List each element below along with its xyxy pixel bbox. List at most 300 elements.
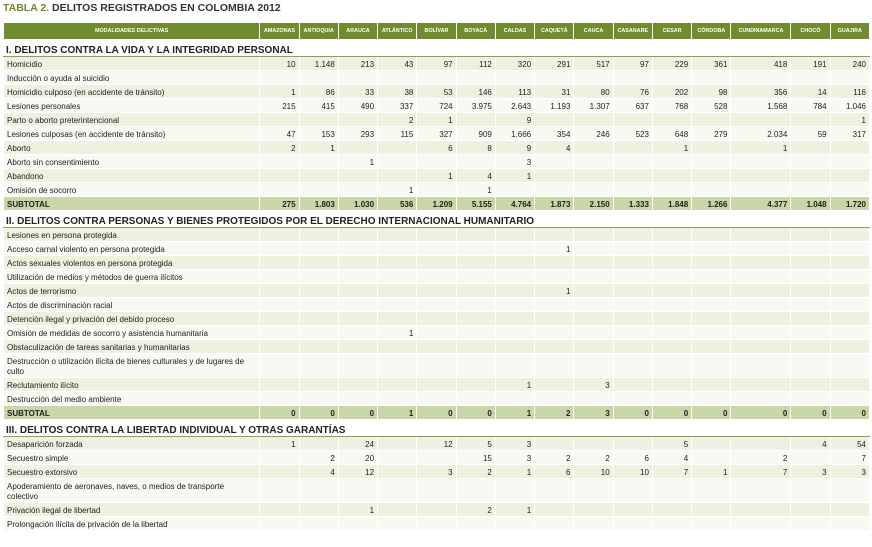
cell-value xyxy=(378,256,417,270)
cell-value xyxy=(731,71,791,85)
cell-value xyxy=(692,503,731,517)
cell-value xyxy=(535,312,574,326)
cell-value xyxy=(299,378,338,392)
cell-value xyxy=(378,284,417,298)
cell-value xyxy=(417,312,456,326)
cell-value xyxy=(378,71,417,85)
cell-value xyxy=(791,378,830,392)
cell-value xyxy=(260,155,299,169)
column-header-modalidades: MODALIDADES DELICTIVAS xyxy=(4,23,260,40)
cell-value xyxy=(830,354,869,378)
section-title: II. DELITOS CONTRA PERSONAS Y BIENES PROTEGIDOS POR EL DERECHO INTERNACIONAL HUMANITARIO xyxy=(4,211,870,228)
cell-value: 31 xyxy=(535,85,574,99)
cell-value xyxy=(791,71,830,85)
table-row xyxy=(4,340,870,354)
cell-value xyxy=(378,298,417,312)
cell-value: 112 xyxy=(456,57,495,71)
cell-value: 1.307 xyxy=(574,99,613,113)
subtotal-value: 1.030 xyxy=(338,197,377,211)
cell-value xyxy=(652,284,691,298)
cell-value xyxy=(574,479,613,503)
cell-value: 4 xyxy=(652,451,691,465)
cell-value xyxy=(495,228,534,242)
cell-value xyxy=(260,113,299,127)
cell-value xyxy=(417,284,456,298)
cell-value: 1 xyxy=(417,169,456,183)
table-row xyxy=(4,284,870,298)
cell-value xyxy=(830,270,869,284)
cell-value: 354 xyxy=(535,127,574,141)
cell-value xyxy=(731,242,791,256)
cell-value xyxy=(260,451,299,465)
cell-value: 5 xyxy=(456,437,495,451)
cell-value: 490 xyxy=(338,99,377,113)
subtotal-value: 0 xyxy=(731,406,791,420)
cell-value xyxy=(535,437,574,451)
cell-value xyxy=(574,326,613,340)
cell-value xyxy=(692,155,731,169)
cell-value xyxy=(692,256,731,270)
cell-value xyxy=(378,242,417,256)
cell-value xyxy=(299,270,338,284)
cell-value xyxy=(574,71,613,85)
subtotal-value: 536 xyxy=(378,197,417,211)
table-row xyxy=(4,155,870,169)
cell-value xyxy=(652,228,691,242)
cell-value xyxy=(791,354,830,378)
table-row xyxy=(4,312,870,326)
cell-value: 320 xyxy=(495,57,534,71)
cell-value: 2 xyxy=(535,451,574,465)
cell-value xyxy=(299,298,338,312)
cell-value: 76 xyxy=(613,85,652,99)
table-row xyxy=(4,479,870,503)
cell-value xyxy=(791,451,830,465)
cell-value xyxy=(791,169,830,183)
cell-value: 1.046 xyxy=(830,99,869,113)
cell-value xyxy=(378,479,417,503)
row-label: Destrucción del medio ambiente xyxy=(4,392,260,406)
column-header-cundinamarca: CUNDINAMARCA xyxy=(731,23,791,40)
cell-value xyxy=(456,378,495,392)
cell-value xyxy=(378,437,417,451)
cell-value: 418 xyxy=(731,57,791,71)
table-row xyxy=(4,326,870,340)
cell-value xyxy=(260,256,299,270)
cell-value: 1.568 xyxy=(731,99,791,113)
cell-value: 1 xyxy=(495,169,534,183)
column-header-amazonas: AMAZONAS xyxy=(260,23,299,40)
cell-value: 9 xyxy=(495,113,534,127)
row-label: Abandono xyxy=(4,169,260,183)
cell-value xyxy=(535,270,574,284)
table-row xyxy=(4,256,870,270)
cell-value xyxy=(652,270,691,284)
column-header-córdoba: CÓRDOBA xyxy=(692,23,731,40)
cell-value: 361 xyxy=(692,57,731,71)
row-label: Homicidio culposo (en accidente de tránsito) xyxy=(4,85,260,99)
cell-value: 3 xyxy=(791,465,830,479)
cell-value xyxy=(613,326,652,340)
cell-value xyxy=(378,517,417,531)
cell-value: 1 xyxy=(338,503,377,517)
cell-value xyxy=(338,479,377,503)
cell-value xyxy=(692,437,731,451)
cell-value xyxy=(299,326,338,340)
row-label: Secuestro simple xyxy=(4,451,260,465)
cell-value: 213 xyxy=(338,57,377,71)
cell-value xyxy=(652,298,691,312)
row-label: Lesiones culposas (en accidente de tránsito) xyxy=(4,127,260,141)
cell-value xyxy=(692,354,731,378)
cell-value xyxy=(692,451,731,465)
cell-value xyxy=(456,312,495,326)
cell-value xyxy=(378,340,417,354)
cell-value xyxy=(417,256,456,270)
section-header xyxy=(4,211,870,228)
cell-value xyxy=(791,228,830,242)
cell-value: 4 xyxy=(535,141,574,155)
row-label: Parto o aborto preterintencional xyxy=(4,113,260,127)
cell-value xyxy=(574,354,613,378)
cell-value xyxy=(830,284,869,298)
cell-value: 113 xyxy=(495,85,534,99)
cell-value: 293 xyxy=(338,127,377,141)
cell-value xyxy=(574,228,613,242)
cell-value xyxy=(791,113,830,127)
cell-value xyxy=(692,378,731,392)
cell-value xyxy=(299,517,338,531)
cell-value xyxy=(613,183,652,197)
cell-value xyxy=(260,242,299,256)
cell-value: 10 xyxy=(613,465,652,479)
cell-value xyxy=(574,242,613,256)
cell-value: 97 xyxy=(613,57,652,71)
subtotal-value: 0 xyxy=(791,406,830,420)
cell-value xyxy=(830,326,869,340)
cell-value xyxy=(791,312,830,326)
cell-value xyxy=(535,298,574,312)
cell-value xyxy=(574,155,613,169)
cell-value xyxy=(574,437,613,451)
cell-value xyxy=(338,378,377,392)
cell-value xyxy=(574,113,613,127)
table-body xyxy=(4,40,870,531)
cell-value: 1 xyxy=(535,284,574,298)
cell-value xyxy=(338,270,377,284)
section-title: I. DELITOS CONTRA LA VIDA Y LA INTEGRIDAD PERSONAL xyxy=(4,40,870,57)
subtotal-value: 0 xyxy=(830,406,869,420)
table-row xyxy=(4,270,870,284)
cell-value: 229 xyxy=(652,57,691,71)
cell-value: 1.193 xyxy=(535,99,574,113)
cell-value xyxy=(456,256,495,270)
cell-value: 1.666 xyxy=(495,127,534,141)
cell-value xyxy=(613,340,652,354)
section-header xyxy=(4,40,870,57)
cell-value xyxy=(731,517,791,531)
column-header-boyacá: BOYACÁ xyxy=(456,23,495,40)
row-label: Inducción o ayuda al suicidio xyxy=(4,71,260,85)
cell-value xyxy=(417,378,456,392)
cell-value: 115 xyxy=(378,127,417,141)
subtotal-value: 1.048 xyxy=(791,197,830,211)
column-header-caldas: CALDAS xyxy=(495,23,534,40)
cell-value: 202 xyxy=(652,85,691,99)
cell-value xyxy=(791,270,830,284)
cell-value xyxy=(652,183,691,197)
cell-value xyxy=(338,113,377,127)
cell-value: 523 xyxy=(613,127,652,141)
cell-value xyxy=(613,71,652,85)
cell-value: 153 xyxy=(299,127,338,141)
cell-value xyxy=(535,155,574,169)
row-label: Actos sexuales violentos en persona protegida xyxy=(4,256,260,270)
cell-value xyxy=(260,284,299,298)
cell-value xyxy=(338,354,377,378)
cell-value xyxy=(299,183,338,197)
cell-value xyxy=(731,228,791,242)
cell-value xyxy=(378,465,417,479)
header-row xyxy=(4,23,870,40)
cell-value xyxy=(613,517,652,531)
cell-value: 1 xyxy=(456,183,495,197)
cell-value xyxy=(338,242,377,256)
cell-value: 1.148 xyxy=(299,57,338,71)
cell-value xyxy=(830,256,869,270)
cell-value xyxy=(652,242,691,256)
cell-value xyxy=(299,242,338,256)
cell-value: 10 xyxy=(574,465,613,479)
cell-value xyxy=(652,113,691,127)
row-label: Aborto xyxy=(4,141,260,155)
table-row xyxy=(4,242,870,256)
cell-value xyxy=(652,256,691,270)
cell-value xyxy=(613,298,652,312)
cell-value: 3 xyxy=(495,437,534,451)
cell-value xyxy=(495,183,534,197)
cell-value: 215 xyxy=(260,99,299,113)
cell-value xyxy=(791,503,830,517)
row-label: Secuestro extorsivo xyxy=(4,465,260,479)
cell-value xyxy=(574,270,613,284)
cell-value xyxy=(692,270,731,284)
cell-value: 53 xyxy=(417,85,456,99)
cell-value: 10 xyxy=(260,57,299,71)
cell-value: 768 xyxy=(652,99,691,113)
cell-value xyxy=(299,169,338,183)
cell-value xyxy=(417,503,456,517)
cell-value xyxy=(378,141,417,155)
cell-value xyxy=(574,284,613,298)
cell-value xyxy=(830,392,869,406)
cell-value: 3 xyxy=(830,465,869,479)
cell-value xyxy=(652,326,691,340)
cell-value xyxy=(299,312,338,326)
cell-value xyxy=(260,298,299,312)
cell-value xyxy=(378,378,417,392)
cell-value: 3 xyxy=(495,451,534,465)
cell-value xyxy=(338,392,377,406)
table-row xyxy=(4,71,870,85)
column-header-arauca: ARAUCA xyxy=(338,23,377,40)
cell-value xyxy=(574,340,613,354)
cell-value xyxy=(338,298,377,312)
cell-value xyxy=(495,312,534,326)
cell-value xyxy=(652,71,691,85)
cell-value xyxy=(613,503,652,517)
subtotal-value: 4.764 xyxy=(495,197,534,211)
cell-value xyxy=(299,340,338,354)
cell-value xyxy=(495,340,534,354)
cell-value: 1 xyxy=(260,85,299,99)
cell-value xyxy=(574,256,613,270)
cell-value xyxy=(652,392,691,406)
cell-value xyxy=(692,312,731,326)
cell-value xyxy=(495,71,534,85)
cell-value xyxy=(791,284,830,298)
table-row xyxy=(4,392,870,406)
cell-value: 7 xyxy=(652,465,691,479)
subtotal-value: 0 xyxy=(338,406,377,420)
cell-value: 2.643 xyxy=(495,99,534,113)
row-label: Lesiones personales xyxy=(4,99,260,113)
table-caption: DELITOS REGISTRADOS EN COLOMBIA 2012 xyxy=(52,2,281,14)
cell-value xyxy=(692,326,731,340)
column-header-bolívar: BOLÍVAR xyxy=(417,23,456,40)
cell-value xyxy=(830,312,869,326)
table-row xyxy=(4,57,870,71)
cell-value xyxy=(692,228,731,242)
column-header-chocó: CHOCÓ xyxy=(791,23,830,40)
cell-value xyxy=(731,479,791,503)
row-label: Utilización de medios y métodos de guerra ilícitos xyxy=(4,270,260,284)
cell-value: 240 xyxy=(830,57,869,71)
subtotal-value: 0 xyxy=(652,406,691,420)
cell-value: 2.034 xyxy=(731,127,791,141)
cell-value xyxy=(830,169,869,183)
cell-value xyxy=(299,256,338,270)
cell-value xyxy=(574,141,613,155)
cell-value xyxy=(830,228,869,242)
cell-value xyxy=(260,326,299,340)
cell-value xyxy=(791,479,830,503)
cell-value xyxy=(535,378,574,392)
cell-value xyxy=(260,378,299,392)
cell-value xyxy=(299,284,338,298)
cell-value: 43 xyxy=(378,57,417,71)
cell-value xyxy=(830,298,869,312)
cell-value xyxy=(299,479,338,503)
cell-value xyxy=(613,284,652,298)
row-label: Aborto sin consentimiento xyxy=(4,155,260,169)
cell-value: 415 xyxy=(299,99,338,113)
cell-value xyxy=(495,392,534,406)
cell-value xyxy=(574,392,613,406)
cell-value xyxy=(692,71,731,85)
section-header xyxy=(4,420,870,437)
cell-value xyxy=(417,392,456,406)
cell-value: 20 xyxy=(338,451,377,465)
subtotal-value: 0 xyxy=(260,406,299,420)
cell-value xyxy=(495,242,534,256)
cell-value xyxy=(652,312,691,326)
cell-value xyxy=(731,312,791,326)
column-header-atlántico: ATLÁNTICO xyxy=(378,23,417,40)
cell-value xyxy=(260,465,299,479)
cell-value xyxy=(299,113,338,127)
cell-value xyxy=(378,451,417,465)
cell-value: 6 xyxy=(417,141,456,155)
cell-value: 4 xyxy=(456,169,495,183)
cell-value: 528 xyxy=(692,99,731,113)
cell-value xyxy=(731,340,791,354)
cell-value xyxy=(338,312,377,326)
cell-value xyxy=(260,183,299,197)
subtotal-value: 0 xyxy=(417,406,456,420)
cell-value xyxy=(417,298,456,312)
cell-value: 3.975 xyxy=(456,99,495,113)
cell-value xyxy=(417,354,456,378)
cell-value xyxy=(456,340,495,354)
subtotal-value: 2 xyxy=(535,406,574,420)
cell-value: 33 xyxy=(338,85,377,99)
subtotal-value: 275 xyxy=(260,197,299,211)
table-row xyxy=(4,465,870,479)
cell-value: 9 xyxy=(495,141,534,155)
table-row xyxy=(4,354,870,378)
cell-value xyxy=(652,354,691,378)
cell-value xyxy=(574,312,613,326)
cell-value xyxy=(495,326,534,340)
subtotal-value: 1 xyxy=(378,406,417,420)
row-label: Omisión de medidas de socorro y asistencia humanitaria xyxy=(4,326,260,340)
cell-value xyxy=(731,503,791,517)
cell-value xyxy=(260,270,299,284)
cell-value xyxy=(378,392,417,406)
cell-value: 146 xyxy=(456,85,495,99)
cell-value xyxy=(652,340,691,354)
table-row xyxy=(4,228,870,242)
cell-value: 1 xyxy=(338,155,377,169)
cell-value xyxy=(791,242,830,256)
table-row xyxy=(4,503,870,517)
cell-value xyxy=(791,155,830,169)
cell-value xyxy=(378,312,417,326)
cell-value xyxy=(692,284,731,298)
cell-value xyxy=(830,141,869,155)
cell-value xyxy=(613,242,652,256)
cell-value: 1 xyxy=(535,242,574,256)
cell-value xyxy=(830,242,869,256)
cell-value: 7 xyxy=(830,451,869,465)
cell-value: 279 xyxy=(692,127,731,141)
cell-value: 246 xyxy=(574,127,613,141)
cell-value xyxy=(692,113,731,127)
row-label: Acceso carnal violento en persona protegida xyxy=(4,242,260,256)
cell-value: 2 xyxy=(260,141,299,155)
cell-value xyxy=(417,340,456,354)
cell-value xyxy=(692,141,731,155)
cell-value xyxy=(495,284,534,298)
cell-value xyxy=(417,451,456,465)
cell-value: 116 xyxy=(830,85,869,99)
row-label: Destrucción o utilización ilícita de bienes culturales y de lugares de culto xyxy=(4,354,260,378)
cell-value: 86 xyxy=(299,85,338,99)
subtotal-value: 0 xyxy=(456,406,495,420)
cell-value xyxy=(692,392,731,406)
cell-value xyxy=(613,169,652,183)
